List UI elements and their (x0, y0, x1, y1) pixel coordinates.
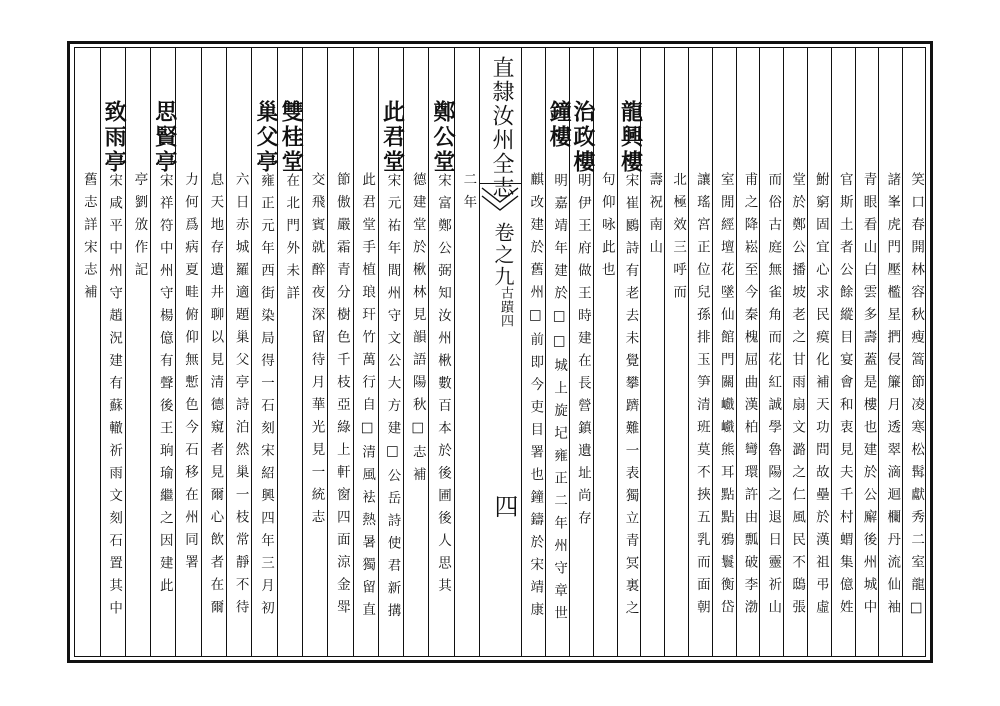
entry-title: 巢父亭 (252, 100, 279, 175)
entry-text: 麒改建於舊州□前即今吏目署也鐘鑄於宋靖康 (527, 172, 544, 625)
column-rule (855, 47, 856, 657)
entry-text: 北極效三呼而 (670, 172, 687, 307)
entry-title: 雙桂堂 (278, 100, 305, 175)
entry-text: 笑口春開林容秋瘦篙節凌寒松髯獻秀二室龍□ (908, 172, 925, 625)
entry-text: 此君堂手植琅玕竹萬行自□清風袪熱暑獨留直 (359, 172, 376, 625)
page-number: 四 (490, 494, 518, 518)
entry-text: 諸峯虎門壓檻星捫侵簾月透翠滴迴欄丹流仙袖 (884, 172, 901, 622)
entry-text: 青眼看山白雲多壽蓋是樓也建於公廨後州城中 (860, 172, 877, 622)
column-rule (783, 47, 784, 657)
center-column-left-rule (479, 47, 480, 657)
column-rule (664, 47, 665, 657)
entry-text: 在北門外未詳 (283, 173, 300, 308)
column-rule (353, 47, 354, 657)
entry-text: 宋崔鶠詩有老去未覺攀躋難一表獨立青冥裏之 (622, 173, 639, 623)
column-rule (327, 47, 328, 657)
column-rule (902, 47, 903, 657)
column-rule (521, 47, 522, 657)
entry-text: 明嘉靖年建於□□城上旋圮雍正二年州守章世 (551, 173, 568, 628)
entry-text: 宋咸平中州守趙況建有蘇轍祈雨文刻石置其中 (106, 173, 123, 623)
entry-title: 龍興樓 (617, 100, 644, 175)
entry-text: 堂於鄭公播坡老之甘雨扇文潞之仁風民不鴟張 (789, 172, 806, 622)
entry-text: 壽祝南山 (646, 172, 663, 262)
column-rule (759, 47, 760, 657)
column-rule (201, 47, 202, 657)
entry-title: 致雨亭 (101, 100, 128, 175)
entry-text: 室閒經壇花墜仙館門關巇巇熊耳點點鴉鬟衡岱 (717, 172, 734, 622)
section-label: 古蹟四 (498, 286, 513, 328)
column-rule (712, 47, 713, 657)
entry-text: 宋元祐年間州守文公大方建□公岳詩使君新搆 (384, 173, 401, 626)
column-rule (74, 47, 75, 657)
juan-label: 卷之九 (491, 222, 515, 288)
column-rule (878, 47, 879, 657)
entry-text: 而俗古庭無雀角而花紅誠學魯陽之退日靈祈山 (765, 172, 782, 622)
column-rule (226, 47, 227, 657)
entry-text: 舊志詳宋志補 (80, 172, 97, 307)
column-rule (831, 47, 832, 657)
entry-text: 二年 (460, 172, 477, 217)
entry-text: 宋富鄭公弼知汝州楸數百本於後圃後人思其 (435, 173, 452, 601)
entry-text: 六日赤城羅適題巢父亭詩泊然巢一枝常靜不待 (232, 172, 249, 622)
entry-text: 官斯土者公餘縱目宴會和衷見夫千村蝟集億姓 (836, 172, 853, 622)
entry-text: 句仰咏此也 (598, 172, 615, 285)
entry-title: 鐘樓 (546, 100, 573, 150)
entry-text: 交飛賓就醉夜深留待月華光見一統志 (308, 172, 325, 532)
entry-text: 甫之降崧至今秦槐屈曲漢柏彎環許由瓢破李渤 (741, 172, 758, 622)
fish-tail-mark-icon (481, 186, 519, 216)
column-rule (688, 47, 689, 657)
entry-text: 息天地存遺井聊以見清德窺者見爾心飲者在爾 (207, 172, 224, 622)
entry-text: 讓瑤宮正位兒孫排玉笋清班莫不挾五乳而面朝 (693, 172, 710, 622)
entry-text: 雍正元年西街染局得一石刻宋紹興四年三月初 (257, 173, 274, 623)
column-rule (807, 47, 808, 657)
entry-title: 鄭公堂 (430, 100, 457, 175)
entry-text: 亭劉攽作記 (131, 172, 148, 285)
entry-title: 此君堂 (379, 100, 406, 175)
book-title: 直隸汝州全志 (489, 56, 514, 200)
entry-text: 鮒窮固宜心求民瘼化補天功問故壘於漢祖弔虛 (812, 172, 829, 622)
entry-title: 治政樓 (569, 100, 596, 175)
entry-text: 明伊王府做王時建在長營鎮遺址尚存 (574, 173, 591, 533)
column-rule (736, 47, 737, 657)
entry-text: 力何爲病夏畦俯仰無慙色今石移在州同署 (182, 172, 199, 577)
entry-text: 德建堂於楸林見韻語陽秋□志補 (409, 172, 426, 490)
entry-text: 節傲嚴霜青分樹色千枝亞綠上軒窗四面涼金斝 (333, 172, 350, 622)
entry-title: 思賢亭 (151, 100, 178, 175)
entry-text: 宋祥符中州守楊億有聲後王珦瑜繼之因建此 (156, 173, 173, 601)
